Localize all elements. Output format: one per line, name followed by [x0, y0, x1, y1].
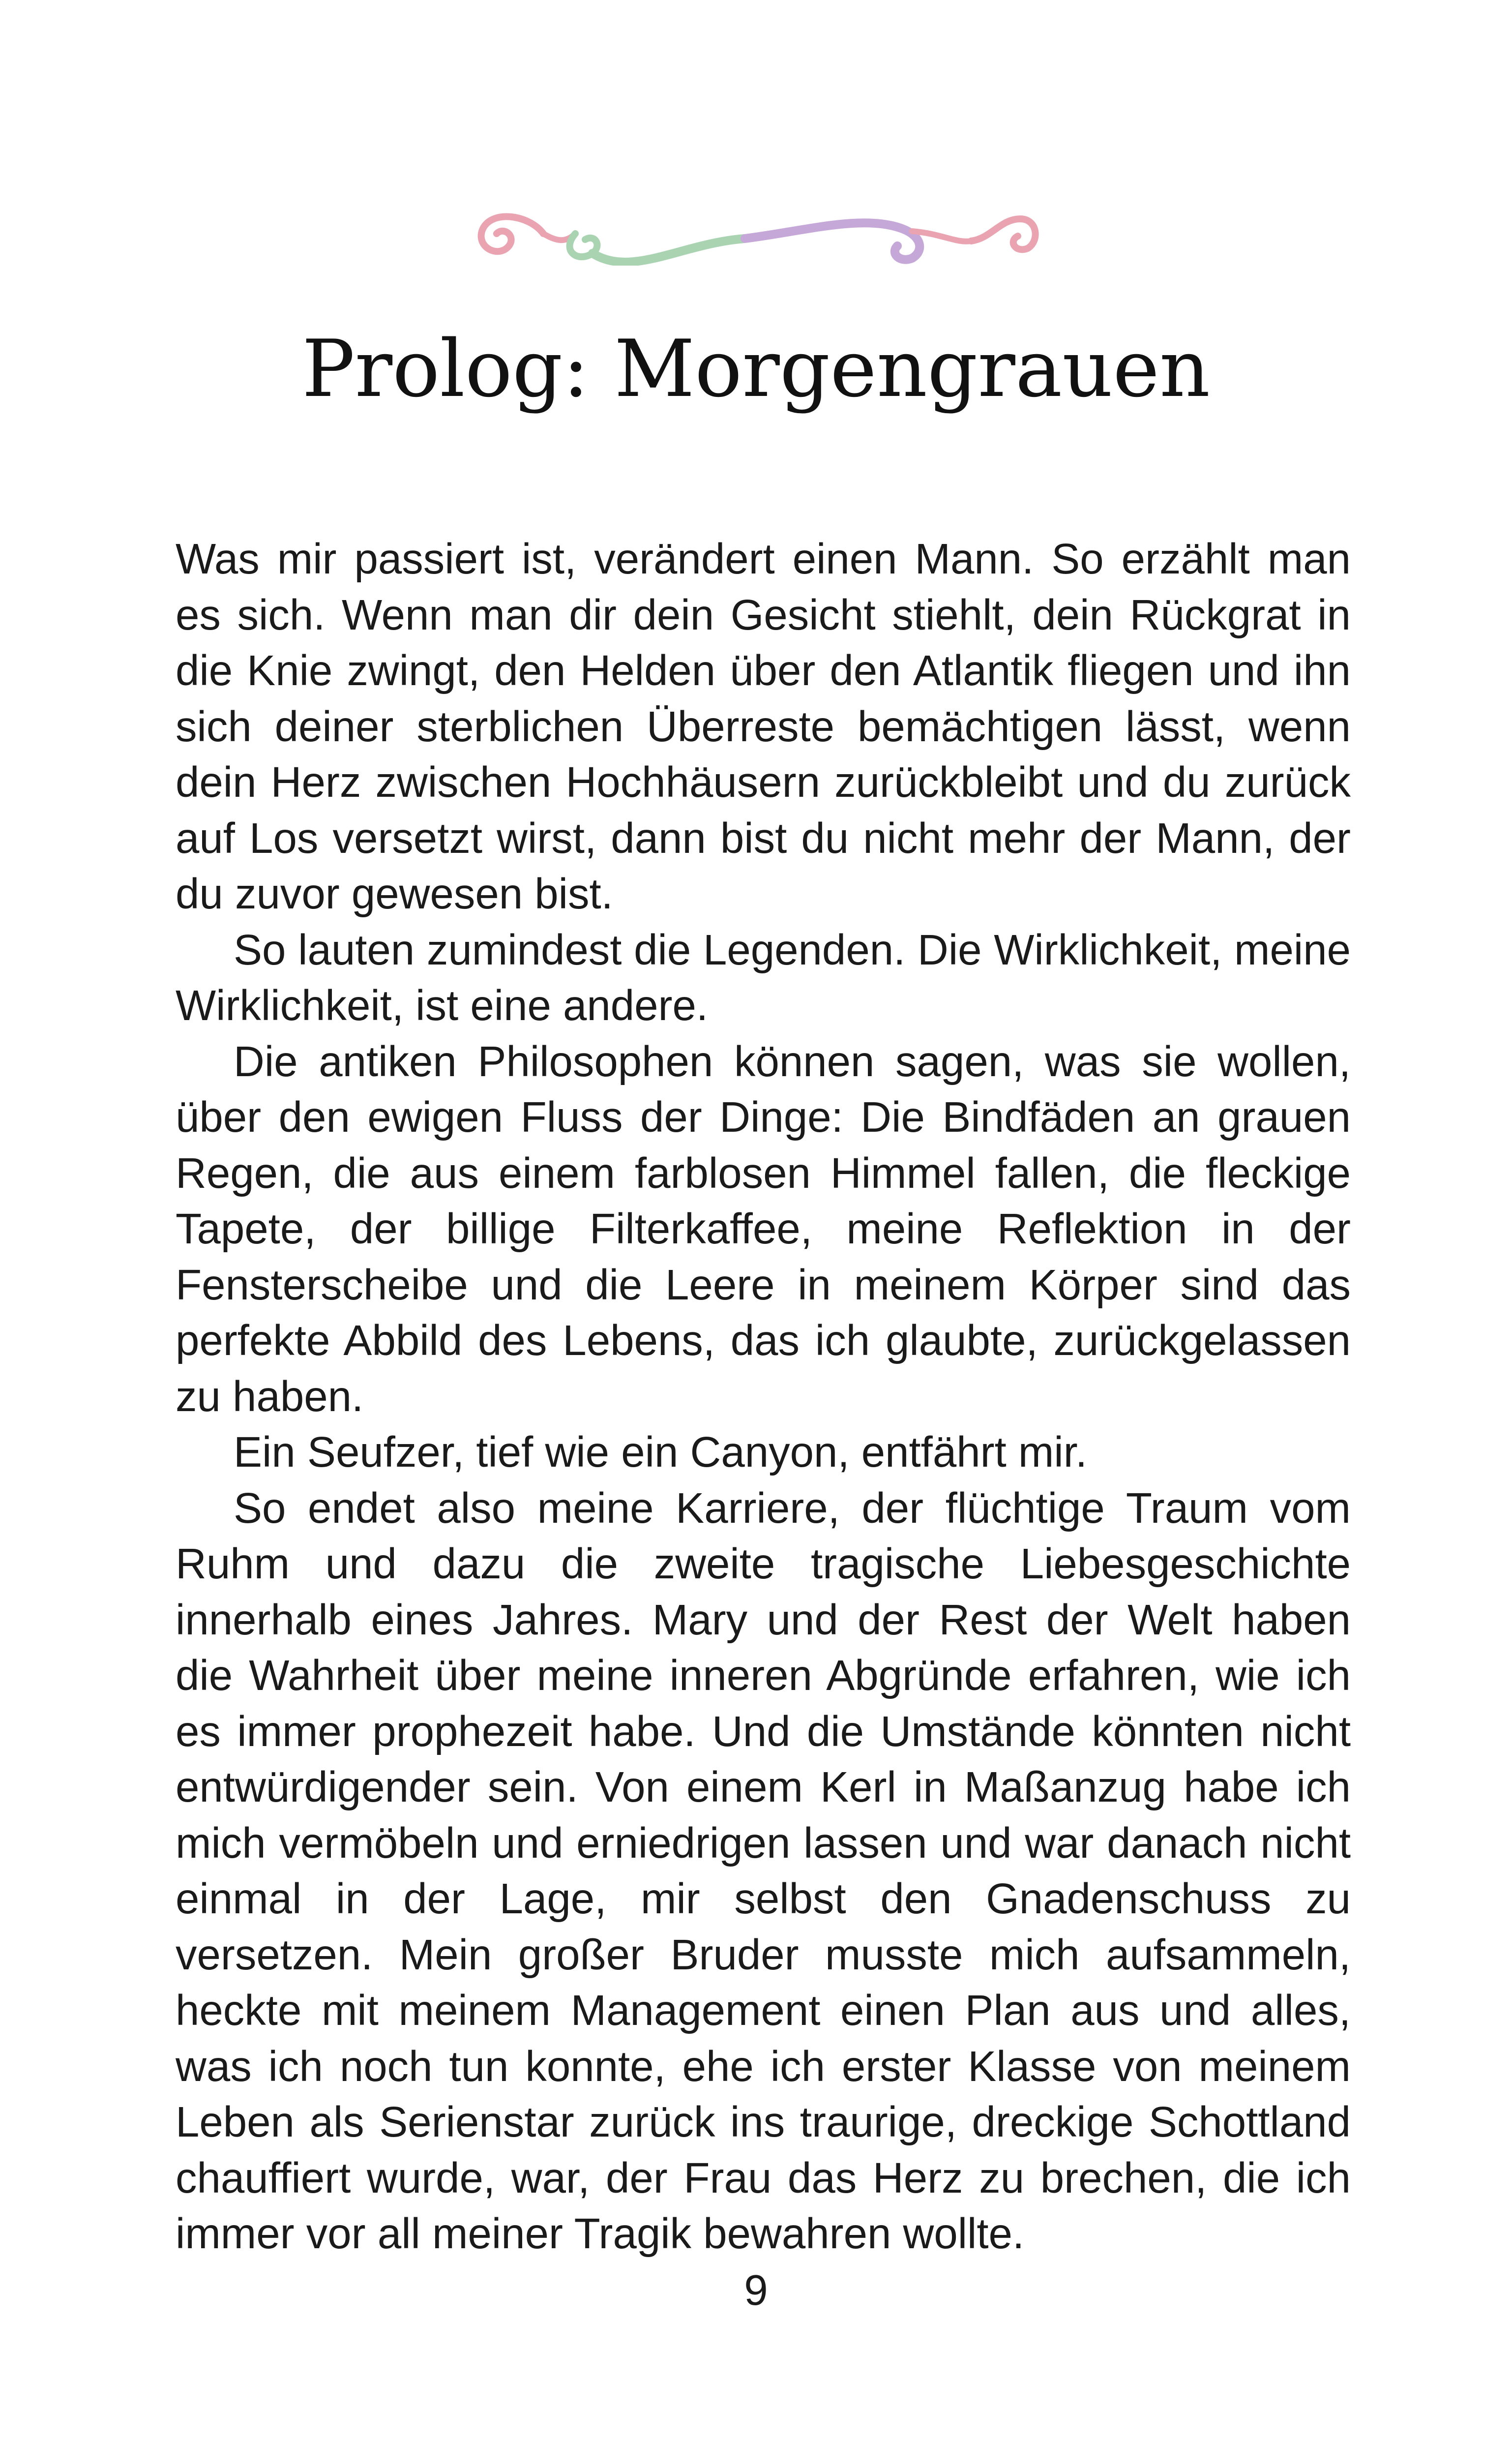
- paragraph: Was mir passiert ist, verändert einen Mann. So erzählt man es sich. Wenn man dir dein Gesicht stiehlt, dein Rückgrat in die Knie zwingt, den Helden über den Atlantik fliegen und ihn sich deiner sterblichen Überreste bemächtigen lässt, wenn dein Herz zwischen Hochhäusern zurückbleibt und du zurück auf Los versetzt wirst, dann bist du nicht mehr der Mann, der du zuvor gewesen bist.: [176, 535, 1351, 918]
- chapter-title: Prolog: Morgengrauen: [301, 323, 1211, 415]
- chapter-body: [176, 531, 1351, 2262]
- paragraph: So lauten zumindest die Legenden. Die Wirklichkeit, meine Wirklichkeit, ist eine andere.: [176, 926, 1351, 1029]
- paragraph: Die antiken Philosophen können sagen, was sie wollen, über den ewigen Fluss der Dinge: Die Bindfäden an grauen Regen, die aus einem farblosen Himmel fallen, die fleckige Tapete, der billige Filterkaffee, meine Reflektion in der Fensterscheibe und die Leere in meinem Körper sind das perfekte Abbild des Lebens, das ich glaubte, zurückgelassen zu haben.: [176, 1037, 1351, 1420]
- page-number: 9: [744, 2266, 768, 2314]
- decorative-swirl-divider-icon: [470, 204, 1045, 266]
- paragraph: So endet also meine Karriere, der flüchtige Traum vom Ruhm und dazu die zweite tragische Liebesgeschichte innerhalb eines Jahres. Mary und der Rest der Welt haben die Wahrheit über meine inneren Abgründe erfahren, wie ich es immer prophezeit habe. Und die Umstände könnten nicht entwürdigender sein. Von einem Kerl in Maßanzug habe ich mich vermöbeln und erniedrigen lassen und war danach nicht einmal in der Lage, mir selbst den Gnadenschuss zu versetzen. Mein großer Bruder musste mich aufsammeln, heckte mit meinem Management einen Plan aus und alles, was ich noch tun konnte, ehe ich erster Klasse von meinem Leben als Serienstar zurück ins traurige, dreckige Schottland chauffiert wurde, war, der Frau das Herz zu brechen, die ich immer vor all meiner Tragik bewahren wollte.: [176, 1484, 1351, 2258]
- paragraph: Ein Seufzer, tief wie ein Canyon, entfährt mir.: [234, 1428, 1088, 1476]
